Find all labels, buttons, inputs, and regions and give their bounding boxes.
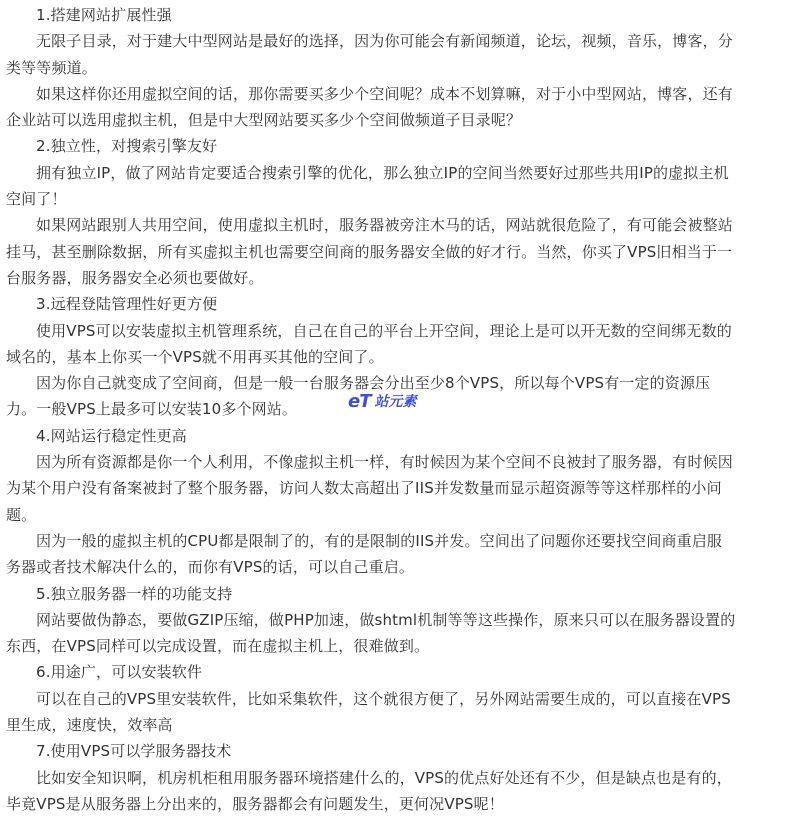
watermark-text: 站元素 bbox=[374, 394, 417, 410]
paragraph-line: 网站要做伪静态，要做GZIP压缩，做PHP加速，做shtml机制等等这些操作，原来只可以在服务器设置的 bbox=[36, 610, 736, 629]
section-heading: 2.独立性，对搜索引擎友好 bbox=[36, 137, 218, 156]
paragraph-line: 因为所有资源都是你一个人利用，不像虚拟主机一样，有时候因为某个空间不良被封了服务器，有时候因 bbox=[36, 453, 733, 472]
paragraph-line: 如果这样你还用虚拟空间的话，那你需要买多少个空间呢？成本不划算嘛，对于小中型网站，博客，还有 bbox=[36, 84, 733, 103]
section-heading: 3.远程登陆管理性好更方便 bbox=[36, 295, 218, 314]
section-heading: 6.用途广，可以安装软件 bbox=[36, 663, 203, 682]
paragraph-line: 因为一般的虚拟主机的CPU都是限制了的，有的是限制的IIS并发。空间出了问题你还要找空间商重启服 bbox=[36, 531, 723, 550]
paragraph-line: 里生成，速度快，效率高 bbox=[6, 716, 173, 735]
paragraph-line: 为某个用户没有备案被封了整个服务器，访问人数太高超出了IIS并发数量而显示超资源等等这样那样的小问 bbox=[6, 479, 722, 498]
section-heading: 7.使用VPS可以学服务器技术 bbox=[36, 742, 232, 761]
paragraph-line: 东西，在VPS同样可以完成设置，而在虚拟主机上，很难做到。 bbox=[6, 637, 430, 656]
paragraph-line: 因为你自己就变成了空间商，但是一般一台服务器会分出至少8个VPS，所以每个VPS有一定的资源压 bbox=[36, 374, 711, 393]
watermark-logo-icon: eT bbox=[348, 390, 371, 412]
paragraph-line: 务器或者技术解决什么的，而你有VPS的话，可以自己重启。 bbox=[6, 558, 415, 577]
paragraph-line: 台服务器，服务器安全必须也要做好。 bbox=[6, 268, 264, 287]
paragraph-line: 毕竟VPS是从服务器上分出来的，服务器都会有问题发生，更何况VPS呢！ bbox=[6, 794, 504, 813]
paragraph-line: 如果网站跟别人共用空间，使用虚拟主机时，服务器被旁注木马的话，网站就很危险了，有可能会被整站 bbox=[36, 216, 733, 235]
paragraph-line: 类等等频道。 bbox=[6, 58, 97, 77]
paragraph-line: 力。一般VPS上最多可以安装10多个网站。 bbox=[6, 400, 298, 419]
paragraph-line: 题。 bbox=[6, 505, 37, 524]
section-heading: 5.独立服务器一样的功能支持 bbox=[36, 584, 233, 603]
watermark bbox=[348, 390, 417, 412]
section-heading: 4.网站运行稳定性更高 bbox=[36, 426, 187, 445]
paragraph-line: 挂马，甚至删除数据，所有买虚拟主机也需要空间商的服务器安全做的好才行。当然，你买了VPS旧相当于一 bbox=[6, 242, 733, 261]
paragraph-line: 拥有独立IP，做了网站肯定要适合搜索引擎的优化，那么独立IP的空间当然要好过那些共用IP的虚拟主机 bbox=[36, 163, 729, 182]
paragraph-line: 可以在自己的VPS里安装软件，比如采集软件，这个就很方便了，另外网站需要生成的，可以直接在VPS bbox=[36, 689, 731, 708]
paragraph-line: 使用VPS可以安装虚拟主机管理系统，自己在自己的平台上开空间，理论上是可以开无数的空间绑无数的 bbox=[36, 321, 732, 340]
paragraph-line: 企业站可以选用虚拟主机，但是中大型网站要买多少个空间做频道子目录呢？ bbox=[6, 111, 522, 130]
paragraph-line: 空间了！ bbox=[6, 190, 67, 209]
paragraph-line: 域名的，基本上你买一个VPS就不用再买其他的空间了。 bbox=[6, 347, 384, 366]
paragraph-line: 比如安全知识啊，机房机柜租用服务器环境搭建什么的，VPS的优点好处还有不少，但是缺点也是有的， bbox=[36, 768, 732, 787]
paragraph-line: 无限子目录，对于建大中型网站是最好的选择，因为你可能会有新闻频道，论坛，视频，音乐，博客，分 bbox=[36, 32, 733, 51]
section-heading: 1.搭建网站扩展性强 bbox=[36, 6, 172, 24]
